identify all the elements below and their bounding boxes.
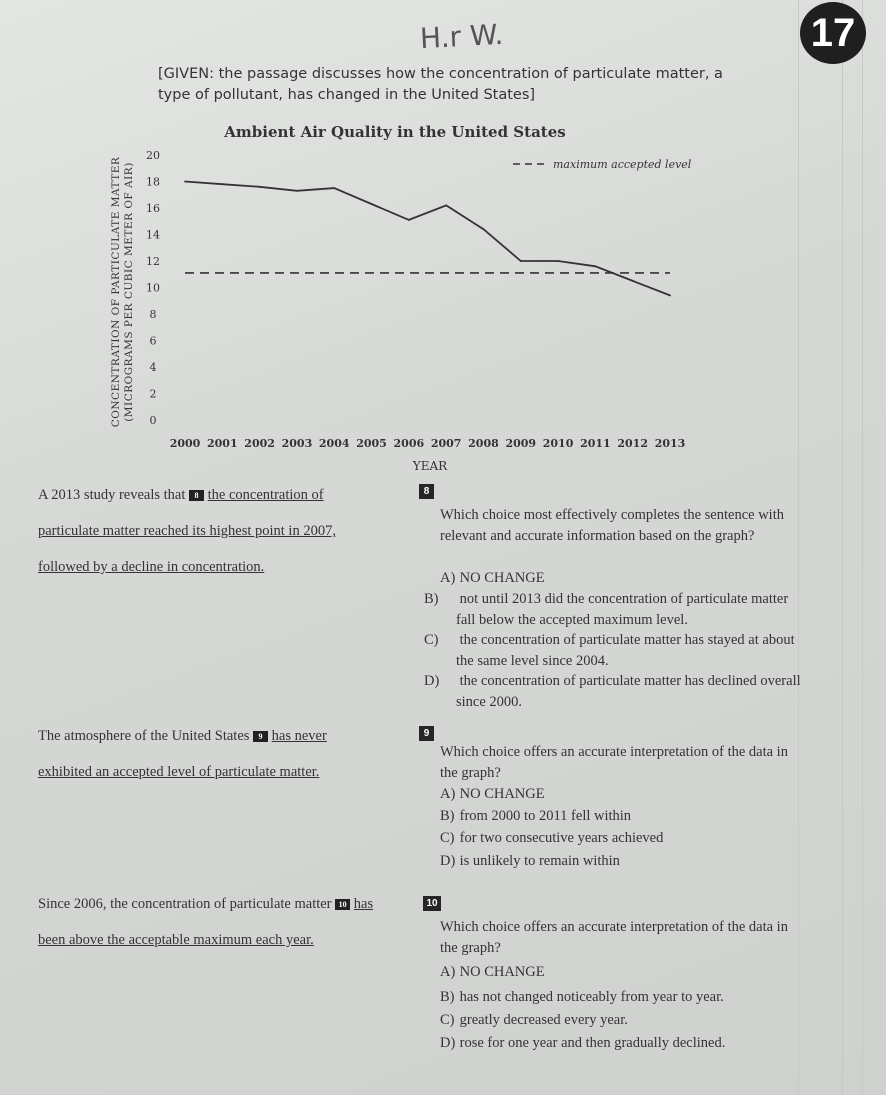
x-tick-label: 2009 — [505, 437, 537, 450]
answer-option-b[interactable] — [440, 987, 790, 1008]
data-point — [221, 183, 223, 185]
x-tick-label: 2006 — [393, 437, 425, 450]
option-text: for two consecutive years achieved — [459, 830, 664, 846]
answer-option-a[interactable] — [440, 962, 790, 983]
option-text: from 2000 to 2011 fell within — [459, 808, 632, 824]
option-letter: A) — [440, 786, 456, 802]
option-letter: D) — [440, 1035, 456, 1051]
answer-option-c[interactable] — [440, 828, 790, 849]
question-stem: Which choice offers an accurate interpretation of the data in the graph? — [440, 919, 788, 956]
option-text: NO CHANGE — [459, 964, 545, 980]
data-point — [594, 265, 596, 267]
blank-marker: 8 — [189, 490, 204, 501]
data-point — [669, 295, 671, 297]
data-point — [184, 181, 186, 183]
handwritten-note: H.r W. — [419, 17, 505, 56]
question-number-badge: 9 — [419, 726, 434, 741]
data-point — [557, 260, 559, 262]
data-point — [408, 219, 410, 221]
given-context: [GIVEN: the passage discusses how the concentration of particulate matter, a type of pollutant, has changed in the United States] — [158, 66, 723, 103]
question-stem: Which choice offers an accurate interpretation of the data in the graph? — [440, 744, 788, 781]
x-tick-label: 2010 — [542, 437, 574, 450]
data-point — [483, 228, 485, 230]
question-number-badge: 10 — [423, 896, 441, 911]
data-point — [371, 203, 373, 205]
option-letter: C) — [424, 632, 439, 648]
answer-option-b[interactable] — [424, 589, 806, 631]
option-letter: B) — [440, 989, 455, 1005]
y-tick-label: 0 — [149, 414, 157, 427]
option-letter: A) — [440, 964, 456, 980]
x-tick-label: 2000 — [169, 437, 201, 450]
option-letter: B) — [424, 591, 439, 607]
answer-option-a[interactable] — [440, 784, 790, 805]
answer-option-c[interactable] — [440, 1010, 790, 1031]
option-text: the concentration of particulate matter has declined overall since 2000. — [456, 673, 801, 710]
option-text: greatly decreased every year. — [459, 1012, 628, 1028]
data-point — [520, 260, 522, 262]
x-tick-label: 2003 — [281, 437, 313, 450]
question-number-badge: 8 — [419, 484, 434, 499]
answer-option-a[interactable] — [440, 568, 790, 589]
passage-text: The atmosphere of the United States — [38, 728, 250, 744]
y-axis-label: CONCENTRATION OF PARTICULATE MATTER — [110, 156, 122, 428]
y-axis-ticks — [146, 149, 160, 427]
blank-marker: 10 — [335, 899, 350, 910]
option-letter: B) — [440, 808, 455, 824]
y-tick-label: 14 — [146, 228, 160, 242]
y-tick-label: 4 — [149, 361, 157, 374]
option-text: has not changed noticeably from year to year. — [459, 989, 724, 1005]
option-letter: C) — [440, 1012, 455, 1028]
passage-text: Since 2006, the concentration of particulate matter — [38, 896, 332, 912]
series-points — [184, 181, 671, 297]
page-number-badge: 17 — [800, 2, 866, 64]
data-point — [296, 190, 298, 192]
data-point — [333, 187, 335, 189]
x-tick-label: 2008 — [468, 437, 499, 450]
y-tick-label: 10 — [146, 281, 160, 295]
option-text: rose for one year and then gradually declined. — [459, 1035, 726, 1051]
option-letter: C) — [440, 830, 455, 846]
chart-title: Ambient Air Quality in the United States — [224, 123, 566, 141]
underlined-passage: has never exhibited an accepted level of particulate matter. — [38, 728, 327, 780]
line-chart — [0, 0, 886, 480]
option-text: is unlikely to remain within — [459, 853, 620, 869]
legend-label: maximum accepted level — [553, 158, 692, 171]
x-tick-label: 2002 — [244, 437, 275, 450]
x-axis-label: YEAR — [412, 459, 448, 473]
y-tick-label: 2 — [149, 387, 157, 401]
x-tick-label: 2001 — [206, 437, 238, 450]
answer-option-b[interactable] — [440, 806, 790, 827]
option-text: NO CHANGE — [459, 570, 545, 586]
x-tick-label: 2013 — [654, 437, 686, 450]
option-letter: A) — [440, 570, 456, 586]
option-text: the concentration of particulate matter has stayed at about the same level since 2004. — [456, 632, 795, 669]
x-tick-label: 2005 — [356, 437, 387, 450]
y-tick-label: 12 — [146, 255, 160, 268]
y-axis-label-units: (MICROGRAMS PER CUBIC METER OF AIR) — [123, 162, 135, 422]
answer-option-d[interactable] — [440, 851, 790, 872]
x-tick-label: 2007 — [430, 437, 462, 450]
answer-option-c[interactable] — [424, 630, 806, 672]
y-tick-label: 16 — [146, 202, 160, 215]
blank-marker: 9 — [253, 731, 268, 742]
passage-q10 — [38, 886, 378, 958]
y-tick-label: 6 — [149, 334, 157, 348]
option-letter: D) — [424, 673, 440, 689]
y-tick-label: 18 — [146, 175, 160, 189]
y-tick-label: 20 — [146, 149, 160, 162]
x-axis-ticks — [170, 437, 686, 450]
data-point — [445, 204, 447, 206]
x-tick-label: 2011 — [580, 437, 611, 450]
passage-q9 — [38, 718, 378, 790]
question-stem: Which choice most effectively completes the sentence with relevant and accurate information based on the graph? — [440, 507, 784, 544]
concentration-series-line — [185, 182, 670, 296]
x-tick-label: 2004 — [318, 437, 350, 450]
passage-q8 — [38, 477, 378, 585]
data-point — [632, 280, 634, 282]
option-text: not until 2013 did the concentration of particulate matter fall below the accepted maximum level. — [456, 591, 789, 628]
answer-option-d[interactable] — [440, 1033, 790, 1054]
x-tick-label: 2012 — [617, 437, 649, 450]
option-text: NO CHANGE — [459, 786, 545, 802]
y-tick-label: 8 — [149, 308, 157, 321]
underlined-passage: the concentration of particulate matter reached its highest point in 2007, followed by a decline in concentration. — [38, 487, 336, 575]
option-letter: D) — [440, 853, 456, 869]
underlined-passage: has been above the acceptable maximum each year. — [38, 896, 374, 948]
answer-option-d[interactable] — [424, 671, 806, 713]
passage-text: A 2013 study reveals that — [38, 487, 186, 503]
data-point — [259, 186, 261, 188]
